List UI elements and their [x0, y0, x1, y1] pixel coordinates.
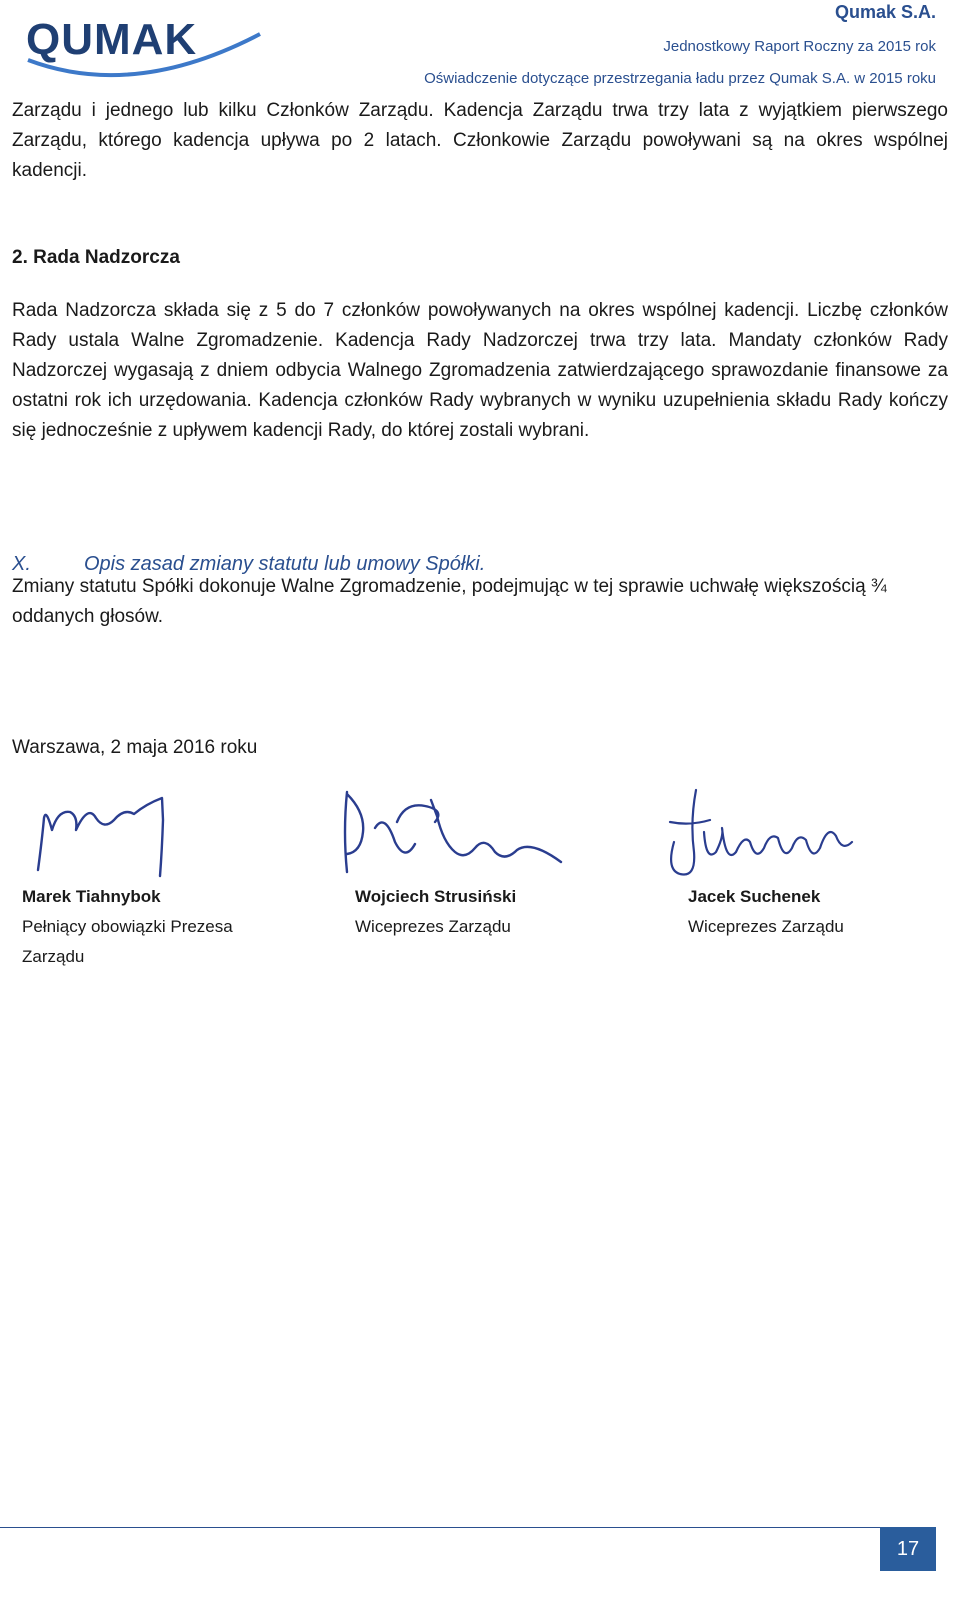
page-number: 17: [880, 1527, 936, 1571]
signatory-name: Wojciech Strusiński: [355, 887, 517, 906]
rada-heading: 2. Rada Nadzorcza: [12, 247, 180, 268]
signature-tiahnybok: [30, 790, 170, 880]
rada-paragraph: Rada Nadzorcza składa się z 5 do 7 członków powoływanych na okres wspólnej kadencji. Liczbę członków Rady ustala Walne Zgromadzenie. Kadencja Rady Nadzorczej trwa trzy lata. Mandaty członków Rady Nadzorczej wygasają z dniem odbycia Walnego Zgromadzenia zatwierdzającego sprawozdanie finansowe za ostatni rok ich urzędowania. Kadencja członków Rady wybranych w wyniku uzupełnienia składu Rady kończy się jednocześnie z upływem kadencji Rady, do której zostali wybrani.: [12, 300, 948, 441]
footer-rule: [0, 1527, 936, 1528]
signatory-role: Wiceprezes Zarządu: [688, 917, 844, 936]
signature-suchenek: [660, 782, 860, 882]
section-number: X.: [12, 553, 31, 575]
qumak-logo: [24, 8, 264, 86]
signatory-1: [22, 882, 272, 972]
signatory-role: Wiceprezes Zarządu: [355, 917, 511, 936]
svg-text:QUMAK: QUMAK: [26, 15, 198, 64]
section-title: Opis zasad zmiany statutu lub umowy Spółki.: [84, 553, 486, 575]
intro-paragraph: Zarządu i jednego lub kilku Członków Zarządu. Kadencja Zarządu trwa trzy lata z wyjątkiem pierwszego Zarządu, którego kadencja upływa po 2 latach. Członkowie Zarządu powoływani są na okres wspólnej kadencji.: [12, 100, 948, 181]
header-statement-title: Oświadczenie dotyczące przestrzegania ładu przez Qumak S.A. w 2015 roku: [424, 70, 936, 87]
signatory-name: Marek Tiahnybok: [22, 887, 161, 906]
header-company: Qumak S.A.: [834, 2, 936, 22]
header-report-title: Jednostkowy Raport Roczny za 2015 rok: [663, 38, 936, 55]
signatory-name: Jacek Suchenek: [688, 887, 821, 906]
signature-strusinski: [335, 782, 565, 882]
section-paragraph: Zmiany statutu Spółki dokonuje Walne Zgromadzenie, podejmując w tej sprawie uchwałę większością ¾ oddanych głosów.: [12, 576, 887, 627]
signatory-3: [688, 882, 938, 942]
signatory-2: [355, 882, 605, 942]
place-date: Warszawa, 2 maja 2016 roku: [12, 737, 258, 758]
signatory-role: Pełniący obowiązki Prezesa Zarządu: [22, 917, 233, 966]
